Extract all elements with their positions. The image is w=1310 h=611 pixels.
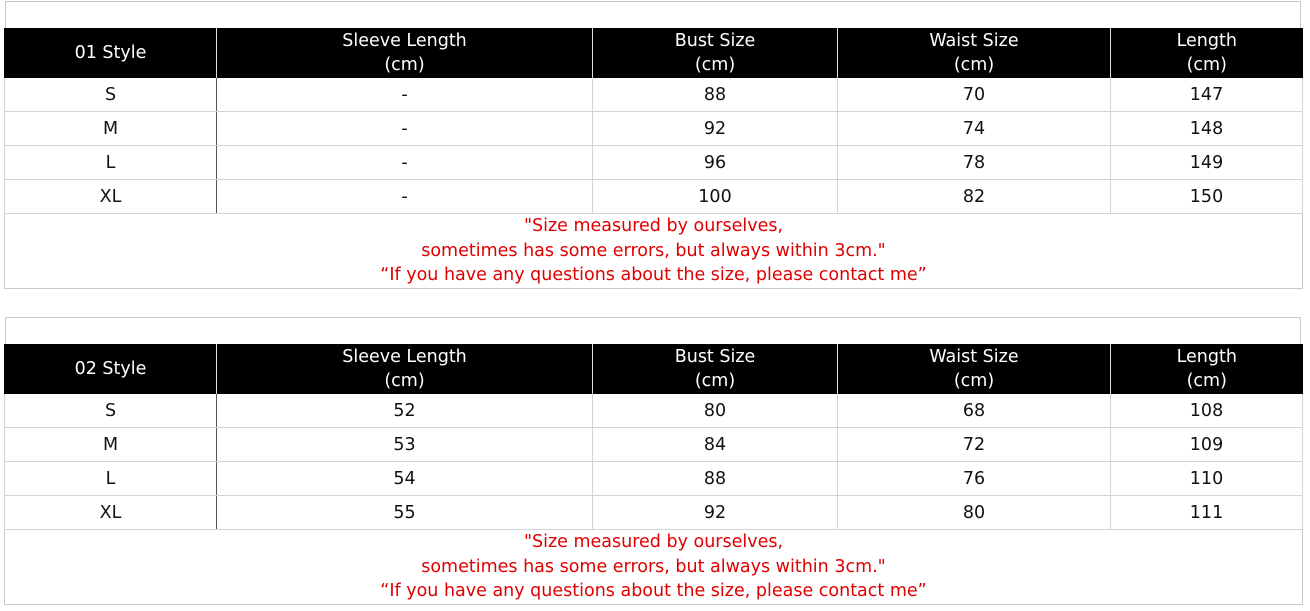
sleeve-cell: - — [217, 180, 593, 214]
table-row — [5, 112, 1303, 146]
sleeve-cell: 53 — [217, 428, 593, 462]
bust-cell: 92 — [593, 496, 838, 530]
waist-cell: 72 — [838, 428, 1111, 462]
size-chart-style-01 — [5, 1, 1301, 289]
header-length: Length (cm) — [1111, 344, 1303, 394]
size-cell: XL — [5, 180, 217, 214]
note-line: “If you have any questions about the size, please contact me” — [380, 265, 927, 286]
length-cell: 148 — [1111, 112, 1303, 146]
waist-cell: 82 — [838, 180, 1111, 214]
waist-cell: 80 — [838, 496, 1111, 530]
table-row — [5, 146, 1303, 180]
waist-cell: 78 — [838, 146, 1111, 180]
waist-cell: 76 — [838, 462, 1111, 496]
header-bust-size: Bust Size (cm) — [593, 28, 838, 78]
header-row — [5, 28, 1303, 78]
bust-cell: 100 — [593, 180, 838, 214]
length-cell: 109 — [1111, 428, 1303, 462]
table-top-strip — [5, 1, 1301, 28]
size-note — [5, 530, 1303, 605]
length-cell: 111 — [1111, 496, 1303, 530]
length-cell: 108 — [1111, 394, 1303, 428]
header-bust-size: Bust Size (cm) — [593, 344, 838, 394]
size-note — [5, 214, 1303, 289]
length-cell: 149 — [1111, 146, 1303, 180]
length-cell: 150 — [1111, 180, 1303, 214]
sleeve-cell: - — [217, 146, 593, 180]
sleeve-cell: - — [217, 78, 593, 112]
table-row — [5, 394, 1303, 428]
table-row — [5, 496, 1303, 530]
table-row — [5, 428, 1303, 462]
bust-cell: 88 — [593, 462, 838, 496]
note-row — [5, 530, 1303, 605]
size-chart-style-02 — [5, 317, 1301, 605]
size-cell: L — [5, 462, 217, 496]
sleeve-cell: - — [217, 112, 593, 146]
size-cell: L — [5, 146, 217, 180]
size-cell: M — [5, 112, 217, 146]
waist-cell: 68 — [838, 394, 1111, 428]
header-sleeve-length: Sleeve Length (cm) — [217, 28, 593, 78]
waist-cell: 70 — [838, 78, 1111, 112]
bust-cell: 92 — [593, 112, 838, 146]
waist-cell: 74 — [838, 112, 1111, 146]
size-cell: S — [5, 78, 217, 112]
size-table — [4, 344, 1303, 605]
header-sleeve-length: Sleeve Length (cm) — [217, 344, 593, 394]
header-row — [5, 344, 1303, 394]
note-row — [5, 214, 1303, 289]
header-length: Length (cm) — [1111, 28, 1303, 78]
bust-cell: 84 — [593, 428, 838, 462]
bust-cell: 80 — [593, 394, 838, 428]
size-cell: S — [5, 394, 217, 428]
sleeve-cell: 52 — [217, 394, 593, 428]
header-waist-size: Waist Size (cm) — [838, 344, 1111, 394]
note-line: sometimes has some errors, but always within 3cm." — [421, 556, 886, 577]
style-label: 01 Style — [5, 28, 217, 78]
bust-cell: 88 — [593, 78, 838, 112]
sleeve-cell: 54 — [217, 462, 593, 496]
length-cell: 110 — [1111, 462, 1303, 496]
note-line: "Size measured by ourselves, — [523, 216, 784, 237]
note-line: “If you have any questions about the size, please contact me” — [380, 581, 927, 602]
table-row — [5, 462, 1303, 496]
note-line: sometimes has some errors, but always within 3cm." — [421, 240, 886, 261]
style-label: 02 Style — [5, 344, 217, 394]
bust-cell: 96 — [593, 146, 838, 180]
header-waist-size: Waist Size (cm) — [838, 28, 1111, 78]
note-line: "Size measured by ourselves, — [523, 532, 784, 553]
sleeve-cell: 55 — [217, 496, 593, 530]
length-cell: 147 — [1111, 78, 1303, 112]
table-top-strip — [5, 317, 1301, 344]
table-row — [5, 78, 1303, 112]
size-cell: M — [5, 428, 217, 462]
size-table — [4, 28, 1303, 289]
table-row — [5, 180, 1303, 214]
size-cell: XL — [5, 496, 217, 530]
